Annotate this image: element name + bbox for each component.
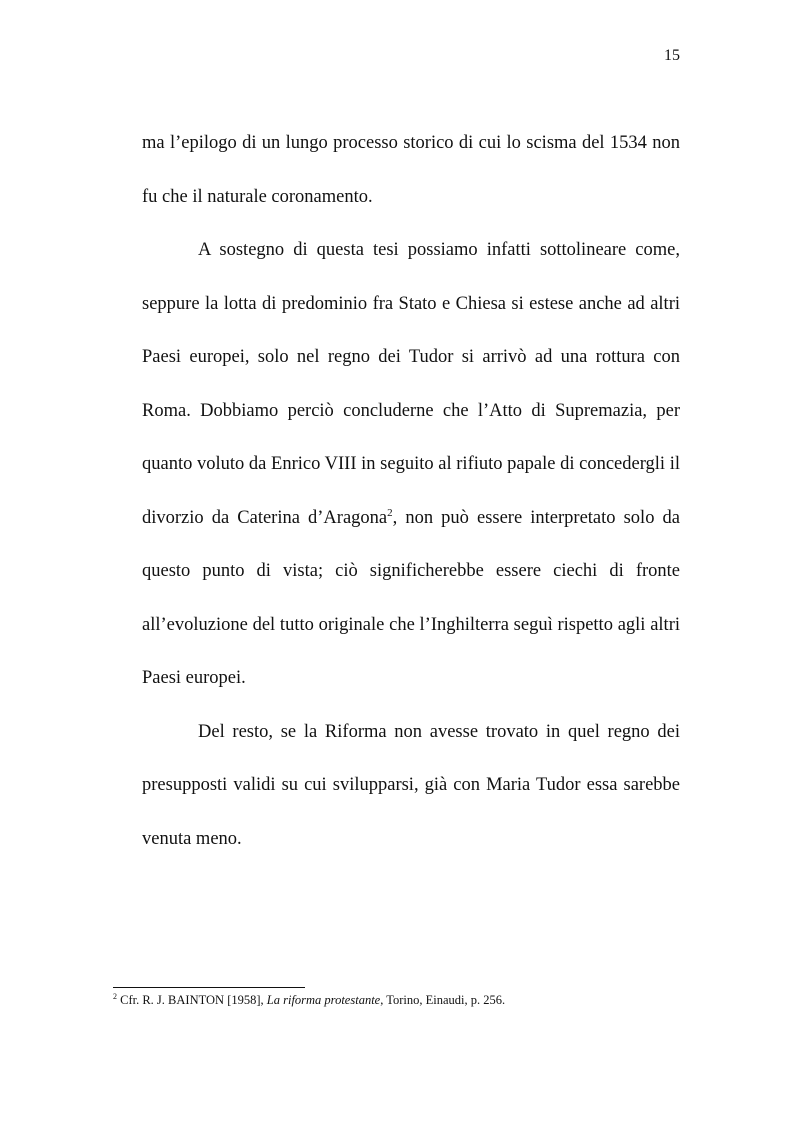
paragraph-3: Del resto, se la Riforma non avesse trovato in quel regno dei presupposti validi su cui svilupparsi, già con Maria Tudor essa sarebbe venuta meno. <box>142 721 680 849</box>
paragraph-2 <box>142 224 680 706</box>
footnote-separator <box>113 987 305 988</box>
footnote-title: La riforma protestante <box>266 993 381 1007</box>
footnote-suffix: , Torino, Einaudi, p. 256. <box>380 993 506 1007</box>
paragraph-2-text-after-note: , non può essere interpretato solo da questo punto di vista; ciò significherebbe essere ciechi di fronte all’evoluzione del tutto originale che l’Inghilterra seguì rispetto agli altri Paesi europei. <box>142 507 680 688</box>
paragraph-2-text-before-note: A sostegno di questa tesi possiamo infatti sottolineare come, seppure la lotta di predominio fra Stato e Chiesa si estese anche ad altri Paesi europei, solo nel regno dei Tudor si arrivò ad una rottura con Roma. Dobbiamo perciò concluderne che l’Atto di Supremazia, per quanto voluto da Enrico VIII in seguito al rifiuto papale di concedergli il divorzio da Caterina d’Aragona <box>142 240 680 528</box>
footnote-marker: 2 <box>113 991 117 1001</box>
body-text <box>142 117 680 866</box>
paragraph-1: ma l’epilogo di un lungo processo storico di cui lo scisma del 1534 non fu che il naturale coronamento. <box>142 133 680 207</box>
footnote-prefix: Cfr. R. J. BAINTON [1958], <box>117 993 267 1007</box>
footnote <box>113 992 683 1008</box>
footnote-reference: 2 <box>387 506 393 519</box>
page-number: 15 <box>664 47 680 64</box>
